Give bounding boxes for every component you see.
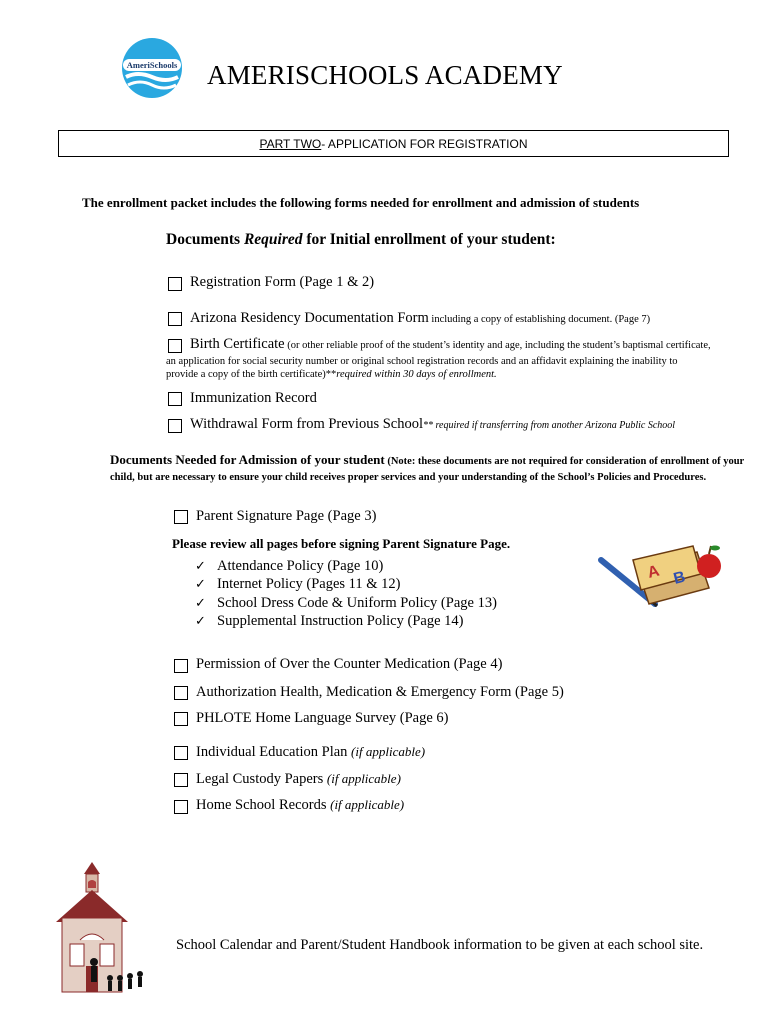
signature-page-label: Parent Signature Page (Page 3) bbox=[196, 508, 377, 524]
registration-form-checkbox[interactable] bbox=[168, 277, 182, 291]
page-title: AMERISCHOOLS ACADEMY bbox=[207, 60, 563, 90]
custody-papers-label: Legal Custody Papers (if applicable) bbox=[196, 771, 401, 787]
footer-note: School Calendar and Parent/Student Handbook information to be given at each school site. bbox=[176, 937, 704, 953]
schoolhouse-clipart bbox=[50, 860, 150, 998]
part-label: PART TWO bbox=[259, 136, 322, 151]
birth-certificate-label: Birth Certificate (or other reliable proof of the student’s identity and age, including the student’s baptismal certificate, bbox=[190, 336, 711, 352]
birth-certificate-checkbox[interactable] bbox=[168, 339, 182, 353]
otc-medication-label: Permission of Over the Counter Medication (Page 4) bbox=[196, 656, 503, 672]
health-authorization-checkbox[interactable] bbox=[174, 686, 188, 700]
check-icon: ✓ bbox=[195, 613, 206, 628]
signature-page-checkbox[interactable] bbox=[174, 510, 188, 524]
svg-text:B: B bbox=[671, 568, 688, 588]
svg-text:A: A bbox=[645, 562, 662, 582]
custody-papers-checkbox[interactable] bbox=[174, 773, 188, 787]
immunization-checkbox[interactable] bbox=[168, 392, 182, 406]
policy-item: ✓ Attendance Policy (Page 10) bbox=[195, 558, 384, 574]
check-icon: ✓ bbox=[195, 558, 206, 573]
policy-item: ✓ Internet Policy (Pages 11 & 12) bbox=[195, 576, 401, 592]
intro-text: The enrollment packet includes the following forms needed for enrollment and admission of students bbox=[82, 195, 640, 210]
registration-form-label: Registration Form (Page 1 & 2) bbox=[190, 274, 375, 290]
admission-heading: Documents Needed for Admission of your student (Note: these documents are not required for consideration of enrollment of your child, but are necessary to ensure your child receives proper services and your understanding of the School’s Policies and Procedures. bbox=[110, 452, 744, 483]
part-two-banner bbox=[58, 130, 729, 157]
phlote-survey-checkbox[interactable] bbox=[174, 712, 188, 726]
policy-item: ✓ Supplemental Instruction Policy (Page 14) bbox=[195, 613, 464, 629]
residency-form-checkbox[interactable] bbox=[168, 312, 182, 326]
books-apple-clipart bbox=[597, 538, 725, 608]
required-heading: Documents Required for Initial enrollment of your student: bbox=[166, 231, 556, 248]
residency-form-label: Arizona Residency Documentation Form including a copy of establishing document. (Page 7) bbox=[190, 310, 651, 326]
check-icon: ✓ bbox=[195, 576, 206, 591]
logo-text: AmeriSchools bbox=[126, 60, 178, 70]
immunization-label: Immunization Record bbox=[190, 390, 317, 406]
iep-label: Individual Education Plan (if applicable) bbox=[196, 744, 426, 760]
withdrawal-form-label: Withdrawal Form from Previous School** required if transferring from another Arizona Public School bbox=[190, 416, 676, 432]
iep-checkbox[interactable] bbox=[174, 746, 188, 760]
birth-certificate-note-line3: provide a copy of the birth certificate)**required within 30 days of enrollment. bbox=[166, 369, 497, 380]
ameri-schools-logo bbox=[118, 37, 186, 99]
check-icon: ✓ bbox=[195, 595, 206, 610]
phlote-survey-label: PHLOTE Home Language Survey (Page 6) bbox=[196, 710, 449, 726]
policy-item: ✓ School Dress Code & Uniform Policy (Page 13) bbox=[195, 595, 497, 611]
part-rest: - APPLICATION FOR REGISTRATION bbox=[321, 136, 528, 151]
birth-certificate-note-line2: an application for social security number or original school registration records and an affidavit explaining the inability to bbox=[166, 356, 678, 367]
otc-medication-checkbox[interactable] bbox=[174, 659, 188, 673]
review-instruction: Please review all pages before signing Parent Signature Page. bbox=[172, 536, 511, 551]
home-school-label: Home School Records (if applicable) bbox=[196, 797, 405, 813]
health-authorization-label: Authorization Health, Medication & Emergency Form (Page 5) bbox=[196, 684, 564, 700]
withdrawal-form-checkbox[interactable] bbox=[168, 419, 182, 433]
home-school-checkbox[interactable] bbox=[174, 800, 188, 814]
